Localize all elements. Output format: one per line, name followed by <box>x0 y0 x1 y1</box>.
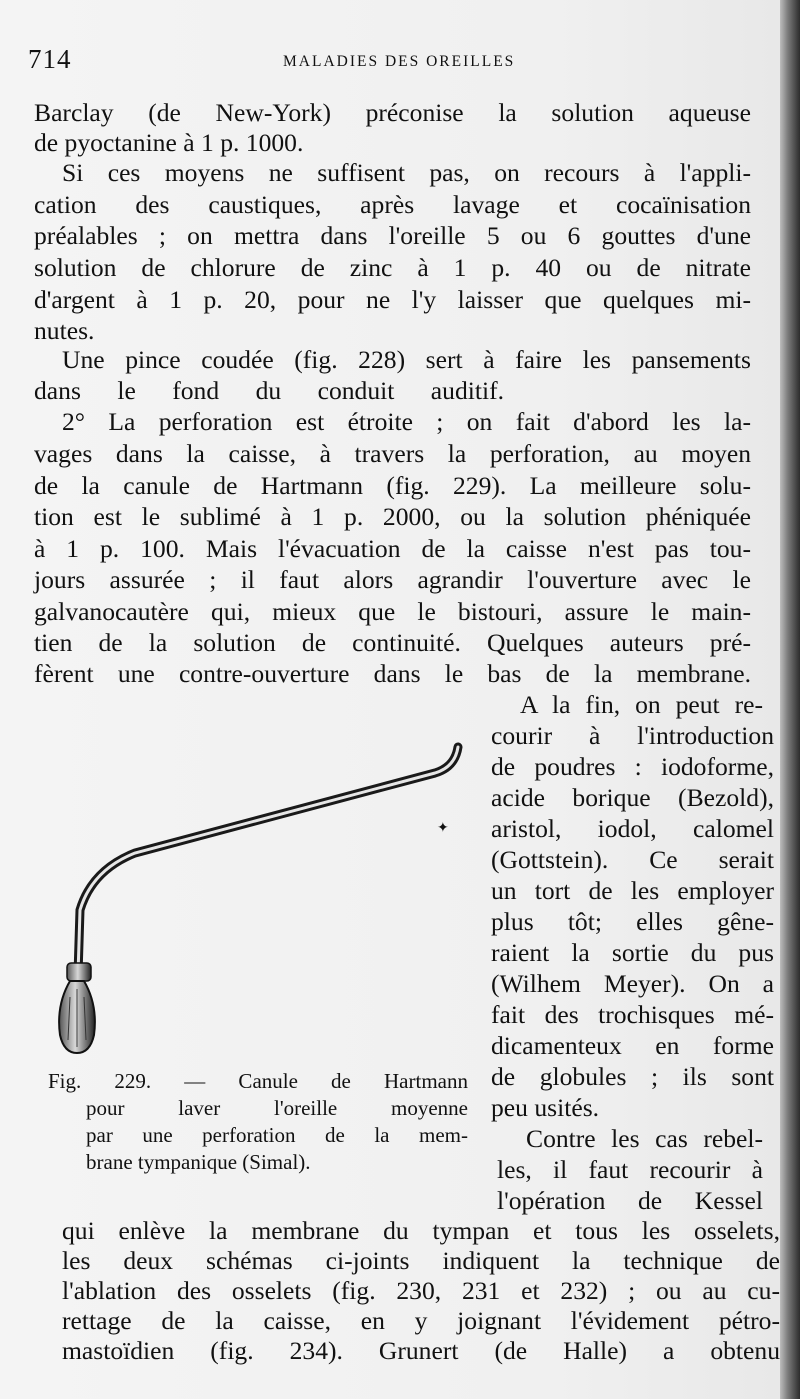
text-line: Contre les cas rebel- <box>526 1124 763 1153</box>
text-line: les deux schémas ci-joints indiquent la technique de <box>62 1246 780 1275</box>
text-line: tion est le sublimé à 1 p. 2000, ou la solution phéniquée <box>34 502 751 531</box>
text-line: galvanocautère qui, mieux que le bistouri, assure le main- <box>34 597 751 626</box>
text-line: cation des caustiques, après lavage et cocaïnisation <box>34 190 751 219</box>
text-line: fait des trochisques mé- <box>491 1000 774 1029</box>
text-line: raient la sortie du pus <box>491 938 774 967</box>
text-line: à 1 p. 100. Mais l'évacuation de la caisse n'est pas tou- <box>34 534 751 563</box>
text-line: nutes. <box>34 316 95 345</box>
text-line: un tort de les employer <box>491 876 774 905</box>
text-line: qui enlève la membrane du tympan et tous les osselets, <box>62 1216 780 1245</box>
text-line: plus tôt; elles gêne- <box>491 907 774 936</box>
text-line: peu usités. <box>491 1093 600 1122</box>
text-line: vages dans la caisse, à travers la perforation, au moyen <box>34 439 751 468</box>
cannula-illustration-icon <box>50 735 470 1065</box>
text-line: Une pince coudée (fig. 228) sert à faire les pansements <box>62 345 751 374</box>
figure-caption-line: brane tympanique (Simal). <box>86 1150 311 1174</box>
figure-229 <box>50 735 470 1065</box>
text-line: de la canule de Hartmann (fig. 229). La meilleure solu- <box>34 471 751 500</box>
text-line: d'argent à 1 p. 20, pour ne l'y laisser que quelques mi- <box>34 285 751 314</box>
text-line: les, il faut recourir à <box>497 1155 763 1184</box>
page-edge-shadow <box>780 0 800 1399</box>
text-line: l'ablation des osselets (fig. 230, 231 et 232) ; ou au cu- <box>62 1276 780 1305</box>
text-line: A la fin, on peut re- <box>520 690 763 719</box>
text-line: acide borique (Bezold), <box>491 783 774 812</box>
print-mark: ✦ <box>437 820 449 836</box>
figure-caption-line: par une perforation de la mem- <box>86 1123 468 1147</box>
text-line: de pyoctanine à 1 p. 1000. <box>34 128 304 157</box>
text-line: préalables ; on mettra dans l'oreille 5 ou 6 gouttes d'une <box>34 221 751 250</box>
text-line: (Gottstein). Ce serait <box>491 845 774 874</box>
text-line: mastoïdien (fig. 234). Grunert (de Halle) a obtenu <box>62 1336 780 1365</box>
text-line: Barclay (de New-York) préconise la solution aqueuse <box>34 98 751 127</box>
text-line: l'opération de Kessel <box>497 1186 763 1215</box>
text-line: rettage de la caisse, en y joignant l'évidement pétro- <box>62 1306 780 1335</box>
text-line: dicamenteux en forme <box>491 1031 774 1060</box>
text-line: courir à l'introduction <box>491 721 774 750</box>
text-line: tien de la solution de continuité. Quelques auteurs pré- <box>34 628 751 657</box>
text-line: aristol, iodol, calomel <box>491 814 774 843</box>
running-title: MALADIES DES OREILLES <box>283 53 516 70</box>
text-line: Si ces moyens ne suffisent pas, on recours à l'appli- <box>62 158 751 187</box>
text-line: dans le fond du conduit auditif. <box>34 376 504 405</box>
figure-caption-line: pour laver l'oreille moyenne <box>86 1096 468 1120</box>
figure-caption-line: Fig. 229. — Canule de Hartmann <box>48 1069 468 1093</box>
text-line: de globules ; ils sont <box>491 1062 774 1091</box>
text-line: fèrent une contre-ouverture dans le bas de la membrane. <box>34 659 751 688</box>
text-line: de poudres : iodoforme, <box>491 752 774 781</box>
text-line: jours assurée ; il faut alors agrandir l'ouverture avec le <box>34 565 751 594</box>
text-line: (Wilhem Meyer). On a <box>491 969 774 998</box>
page-header <box>28 44 748 74</box>
text-line: 2° La perforation est étroite ; on fait d'abord les la- <box>62 407 751 436</box>
page-number: 714 <box>28 44 72 74</box>
text-line: solution de chlorure de zinc à 1 p. 40 ou de nitrate <box>34 253 751 282</box>
